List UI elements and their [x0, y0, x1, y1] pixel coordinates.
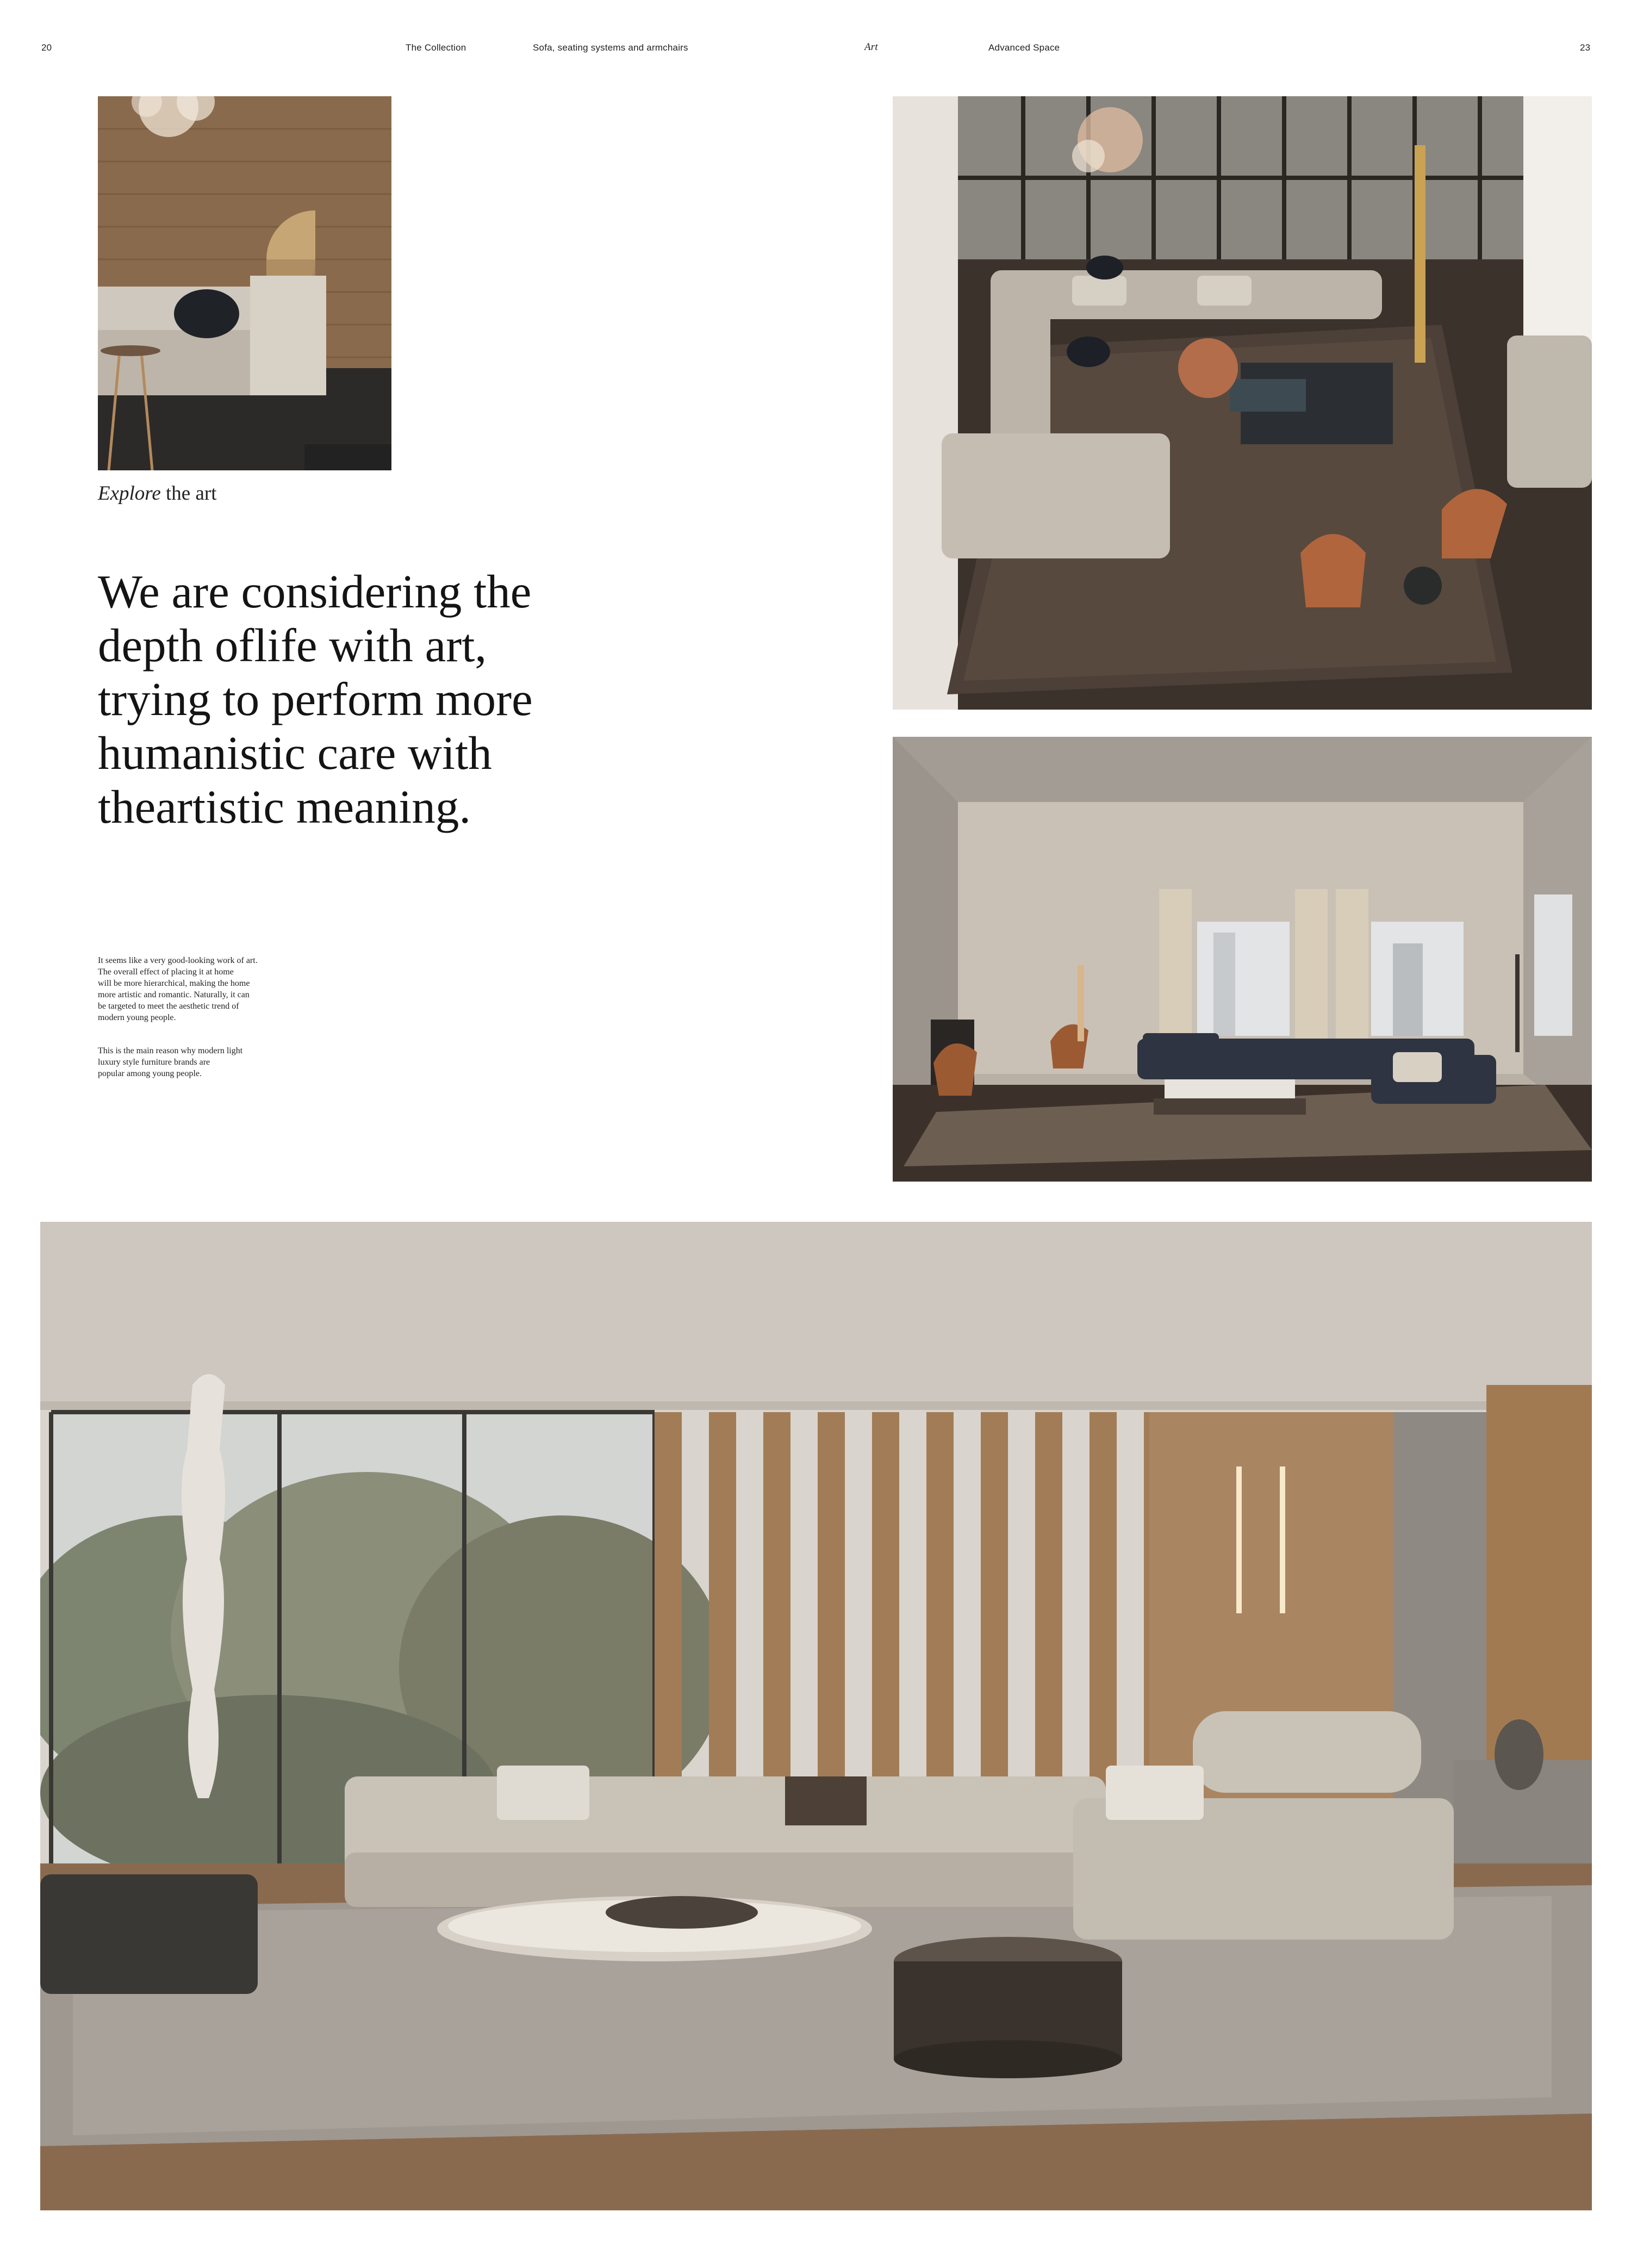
page-number-right: 23 [1580, 42, 1591, 53]
body-line: popular among young people. [98, 1069, 202, 1078]
category-title: Sofa, seating systems and armchairs [533, 42, 688, 53]
body-line: The overall effect of placing it at home [98, 967, 234, 977]
body-line: This is the main reason why modern light [98, 1046, 243, 1055]
theme-title: Art [864, 41, 878, 53]
body-paragraph-1 [98, 955, 315, 1023]
caption-emphasis: Explore [98, 482, 161, 505]
page-number-left: 20 [41, 42, 52, 53]
panoramic-living-room-photo [40, 1222, 1592, 2210]
headline-line: depth oflife with art, [98, 619, 487, 672]
caption-text: the art [160, 482, 217, 505]
body-line: modern young people. [98, 1013, 176, 1022]
photo-caption [98, 482, 217, 505]
headline-line: theartistic meaning. [98, 780, 471, 833]
body-line: more artistic and romantic. Naturally, it can [98, 990, 250, 999]
section-title: The Collection [406, 42, 466, 53]
headline-line: We are considering the [98, 565, 532, 618]
window-living-room-photo [893, 737, 1592, 1182]
overhead-living-room-photo [893, 96, 1592, 710]
headline-line: humanistic care with [98, 726, 492, 779]
detail-photo [98, 96, 391, 470]
body-line: luxury style furniture brands are [98, 1058, 210, 1067]
body-line: will be more hierarchical, making the home [98, 979, 250, 988]
body-line: It seems like a very good-looking work of art. [98, 956, 258, 965]
headline-line: trying to perform more [98, 673, 533, 725]
body-paragraph-2 [98, 1045, 315, 1079]
headline [98, 564, 587, 834]
series-title: Advanced Space [988, 42, 1060, 53]
body-line: be targeted to meet the aesthetic trend of [98, 1002, 239, 1011]
